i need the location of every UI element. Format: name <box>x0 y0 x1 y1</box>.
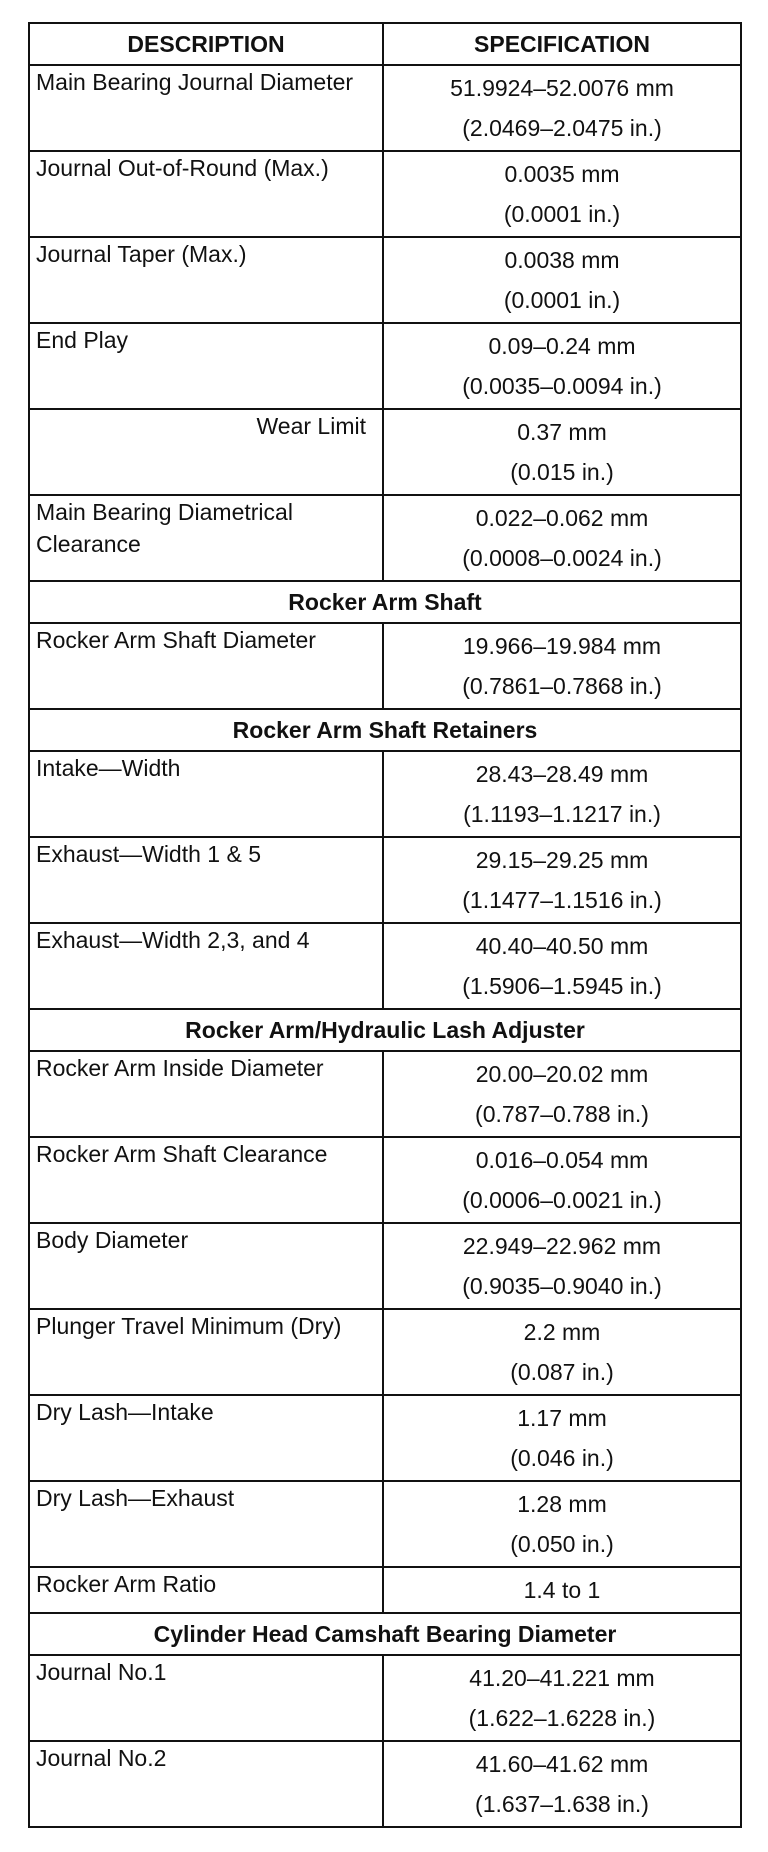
table-row <box>29 1051 741 1137</box>
description-cell: Journal No.1 <box>29 1655 383 1741</box>
specification-cell <box>383 751 741 837</box>
metric-value: 20.00–20.02 mm <box>475 1061 649 1087</box>
table-row <box>29 1741 741 1827</box>
metric-value: 29.15–29.25 mm <box>475 847 649 873</box>
header-specification: SPECIFICATION <box>383 23 741 65</box>
imperial-value: (0.0001 in.) <box>503 287 621 313</box>
imperial-value: (0.787–0.788 in.) <box>475 1101 649 1127</box>
table-row <box>29 923 741 1009</box>
description-cell: Journal Out-of-Round (Max.) <box>29 151 383 237</box>
specification-cell <box>383 1395 741 1481</box>
metric-value: 51.9924–52.0076 mm <box>450 75 674 101</box>
imperial-value: (1.5906–1.5945 in.) <box>462 973 662 999</box>
table-row <box>29 1223 741 1309</box>
imperial-value: (0.087 in.) <box>510 1359 614 1385</box>
table-row <box>29 1395 741 1481</box>
imperial-value: (0.9035–0.9040 in.) <box>462 1273 662 1299</box>
specification-cell <box>383 837 741 923</box>
metric-value: 1.28 mm <box>517 1491 607 1517</box>
table-row <box>29 323 741 409</box>
description-cell: Plunger Travel Minimum (Dry) <box>29 1309 383 1395</box>
description-cell: Rocker Arm Shaft Clearance <box>29 1137 383 1223</box>
table-row <box>29 409 741 495</box>
imperial-value: (0.0035–0.0094 in.) <box>462 373 662 399</box>
metric-value: 0.022–0.062 mm <box>475 505 649 531</box>
section-header-row <box>29 581 741 623</box>
description-cell: Main Bearing Journal Diameter <box>29 65 383 151</box>
description-cell: Dry Lash—Exhaust <box>29 1481 383 1567</box>
description-cell: Journal Taper (Max.) <box>29 237 383 323</box>
specification-cell <box>383 65 741 151</box>
specification-table <box>28 22 740 1828</box>
table-row <box>29 151 741 237</box>
imperial-value: (0.7861–0.7868 in.) <box>462 673 662 699</box>
section-header-row <box>29 1613 741 1655</box>
imperial-value: (0.015 in.) <box>510 459 614 485</box>
specification-cell <box>383 1481 741 1567</box>
imperial-value: (1.622–1.6228 in.) <box>468 1705 656 1731</box>
section-header-row <box>29 709 741 751</box>
description-cell: Exhaust—Width 2,3, and 4 <box>29 923 383 1009</box>
imperial-value: (1.637–1.638 in.) <box>475 1791 649 1817</box>
specification-cell <box>383 151 741 237</box>
metric-value: 40.40–40.50 mm <box>475 933 649 959</box>
specification-cell <box>383 1137 741 1223</box>
specification-cell <box>383 623 741 709</box>
imperial-value: (2.0469–2.0475 in.) <box>462 115 662 141</box>
description-cell: Rocker Arm Ratio <box>29 1567 383 1613</box>
spec-table-grid <box>28 22 742 1828</box>
table-row <box>29 623 741 709</box>
table-row <box>29 495 741 581</box>
imperial-value: (1.1193–1.1217 in.) <box>463 801 661 827</box>
imperial-value: (0.050 in.) <box>510 1531 614 1557</box>
table-row <box>29 1567 741 1613</box>
metric-value: 2.2 mm <box>523 1319 601 1345</box>
specification-cell <box>383 495 741 581</box>
specification-cell <box>383 1741 741 1827</box>
section-title: Cylinder Head Camshaft Bearing Diameter <box>29 1613 741 1655</box>
description-cell: Journal No.2 <box>29 1741 383 1827</box>
description-cell: Intake—Width <box>29 751 383 837</box>
metric-value: 1.17 mm <box>517 1405 607 1431</box>
description-cell: End Play <box>29 323 383 409</box>
table-row <box>29 1655 741 1741</box>
table-row <box>29 65 741 151</box>
section-title: Rocker Arm Shaft Retainers <box>29 709 741 751</box>
metric-value: 41.60–41.62 mm <box>475 1751 649 1777</box>
header-row <box>29 23 741 65</box>
imperial-value: (1.1477–1.1516 in.) <box>462 887 662 913</box>
imperial-value: (0.0006–0.0021 in.) <box>462 1187 662 1213</box>
imperial-value: (0.0008–0.0024 in.) <box>462 545 662 571</box>
specification-cell <box>383 1309 741 1395</box>
metric-value: 0.0038 mm <box>504 247 620 273</box>
table-row <box>29 1481 741 1567</box>
table-row <box>29 237 741 323</box>
metric-value: 0.0035 mm <box>504 161 620 187</box>
imperial-value: (0.0001 in.) <box>503 201 621 227</box>
specification-cell <box>383 1567 741 1613</box>
description-cell: Dry Lash—Intake <box>29 1395 383 1481</box>
metric-value: 19.966–19.984 mm <box>462 633 662 659</box>
description-cell: Rocker Arm Inside Diameter <box>29 1051 383 1137</box>
table-row <box>29 751 741 837</box>
specification-cell <box>383 323 741 409</box>
metric-value: 0.37 mm <box>517 419 607 445</box>
specification-cell <box>383 1223 741 1309</box>
specification-cell <box>383 923 741 1009</box>
specification-cell <box>383 409 741 495</box>
section-title: Rocker Arm/Hydraulic Lash Adjuster <box>29 1009 741 1051</box>
table-row <box>29 1137 741 1223</box>
specification-cell <box>383 237 741 323</box>
imperial-value: (0.046 in.) <box>510 1445 614 1471</box>
section-header-row <box>29 1009 741 1051</box>
metric-value: 0.09–0.24 mm <box>488 333 636 359</box>
header-description: DESCRIPTION <box>29 23 383 65</box>
table-row <box>29 1309 741 1395</box>
specification-cell <box>383 1655 741 1741</box>
description-cell: Rocker Arm Shaft Diameter <box>29 623 383 709</box>
metric-value: 1.4 to 1 <box>523 1577 601 1603</box>
specification-cell <box>383 1051 741 1137</box>
description-cell: Wear Limit <box>29 409 383 495</box>
table-row <box>29 837 741 923</box>
description-cell: Exhaust—Width 1 & 5 <box>29 837 383 923</box>
metric-value: 22.949–22.962 mm <box>462 1233 662 1259</box>
metric-value: 41.20–41.221 mm <box>469 1665 655 1691</box>
table-body <box>29 65 741 1827</box>
description-cell: Body Diameter <box>29 1223 383 1309</box>
section-title: Rocker Arm Shaft <box>29 581 741 623</box>
description-cell: Main Bearing Diametrical Clearance <box>29 495 383 581</box>
metric-value: 28.43–28.49 mm <box>475 761 649 787</box>
metric-value: 0.016–0.054 mm <box>475 1147 649 1173</box>
